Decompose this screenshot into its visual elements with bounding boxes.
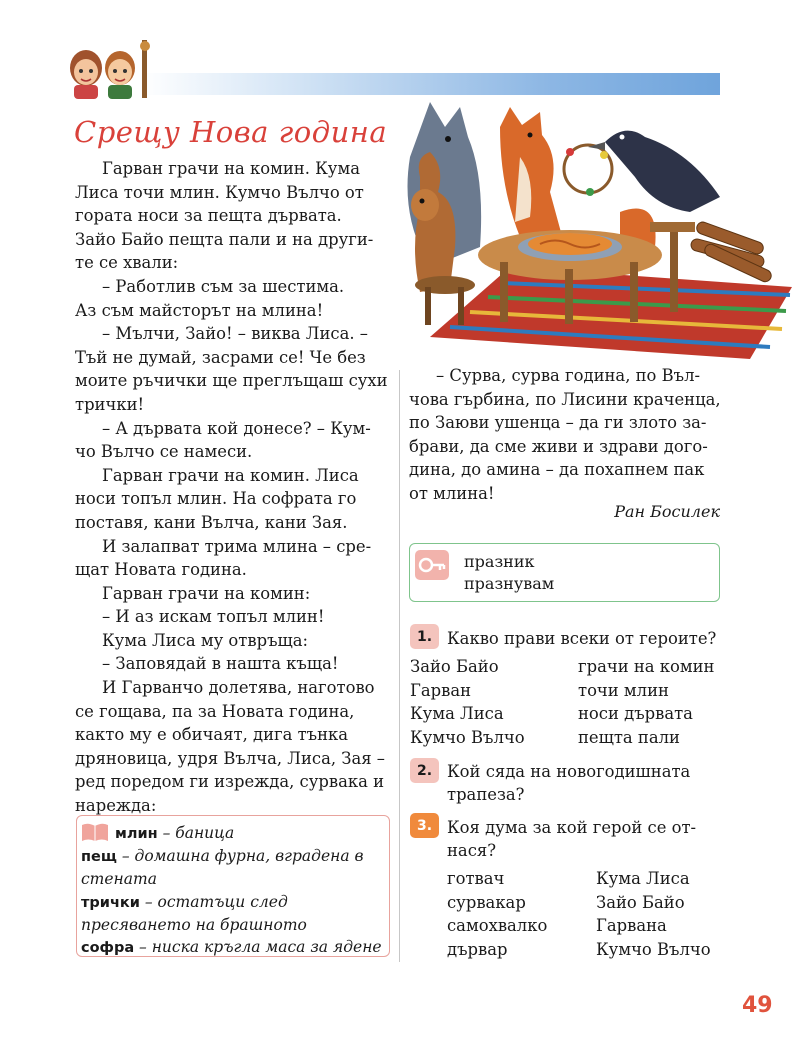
glossary-term: млин (115, 826, 158, 842)
q1-actions (578, 655, 714, 749)
story-line: брави, да сме живи и здрави дого- (409, 436, 708, 456)
book-icon (81, 822, 109, 842)
question-text: Кой сяда на новогодишната (447, 762, 691, 781)
question-text: Какво прави всеки от героите? (447, 629, 717, 648)
story-line: Гарван грачи на комин. Лиса (102, 465, 359, 485)
glossary-definition: – ниска кръгла маса за ядене (134, 938, 382, 957)
page-number: 49 (742, 993, 773, 1018)
q3-words (447, 867, 547, 961)
glossary-box (76, 815, 390, 957)
story-line: Гарван грачи на комин: (102, 583, 311, 603)
children-mascot-icon (64, 38, 156, 100)
glossary-term: софра (81, 940, 135, 957)
glossary-definition: – домашна фурна, вградена в (116, 847, 364, 866)
story-line: – Мълчи, Зайо! – виква Лиса. – (102, 324, 368, 344)
glossary-item (81, 822, 385, 845)
question-text: трапеза? (447, 785, 525, 804)
story-line: дина, до амина – да похапнем пак (409, 460, 705, 480)
animals-at-table-illustration (390, 97, 792, 365)
question-text: нася? (447, 841, 497, 860)
pair-right-item: Гарвана (596, 916, 667, 935)
story-line: Гарван грачи на комин. Кума (102, 159, 360, 178)
pair-right-item: Кума Лиса (596, 869, 690, 888)
glossary-definition: – остатъци след (139, 892, 288, 911)
story-line: както му е обичаят, дига тънка (75, 725, 349, 745)
story-line: носи топъл млин. На софрата го (75, 489, 357, 509)
column-divider (399, 370, 400, 962)
story-line: се гощава, па за Новата година, (75, 701, 355, 721)
glossary-definition: стената (81, 870, 157, 889)
q3-characters (596, 867, 711, 961)
story-line: Лиса точи млин. Кумчо Вълчо от (75, 182, 364, 202)
story-line: Кума Лиса му отвръща: (102, 630, 309, 650)
story-line: нарежда: (75, 796, 157, 816)
story-line: – И аз искам топъл млин! (102, 607, 325, 627)
pair-right-item: носи дървата (578, 704, 693, 723)
author-name: Ран Босилек (614, 502, 720, 521)
pair-right-item: точи млин (578, 680, 669, 700)
story-line: по Заюви ушенца – да ги злото за- (409, 413, 707, 433)
story-left-column (75, 157, 390, 818)
glossary-item (81, 845, 385, 868)
pair-right-item: Кумчо Вълчо (596, 939, 711, 959)
story-line: гората носи за пещта дървата. (75, 206, 342, 226)
story-line: моите ръчички ще преглъщаш сухи (75, 371, 388, 391)
story-line: – Сурва, сурва година, по Въл- (436, 366, 701, 385)
pair-left-item: Кумчо Вълчо (410, 727, 525, 747)
story-right-column (409, 364, 719, 506)
pair-left-item: сурвакар (447, 892, 526, 912)
pair-left-item: Гарван (410, 680, 472, 700)
story-line: чо Вълчо се намеси. (75, 442, 253, 462)
story-line: И Гарванчо долетява, наготово (102, 678, 375, 698)
new-words-list (464, 551, 554, 595)
glossary-item (81, 891, 385, 914)
glossary-term: пещ (81, 849, 117, 866)
pair-left-item: готвач (447, 869, 505, 888)
story-line: ред поредом ги изрежда, сурвака и (75, 772, 385, 792)
glossary-item (81, 936, 385, 959)
question-text: Коя дума за кой герой се от- (447, 818, 697, 837)
glossary-term: трички (81, 894, 140, 911)
question-number-badge: 2. (410, 758, 439, 783)
story-line: трички! (75, 394, 145, 414)
story-line: И залапват трима млина – сре- (102, 536, 372, 556)
pair-left-item: Зайо Байо (410, 657, 499, 676)
story-line: – Работлив съм за шестима. (102, 276, 345, 296)
glossary-item (81, 914, 385, 936)
question-number-badge: 3. (410, 813, 439, 838)
story-line: Зайо Байо пещта пали и на други- (75, 229, 374, 249)
pair-right-item: пещта пали (578, 727, 680, 747)
story-line: – А дървата кой донесе? – Кум- (102, 418, 371, 438)
glossary-item (81, 868, 385, 890)
story-line: щат Новата година. (75, 560, 247, 580)
pair-right-item: Зайо Байо (596, 892, 685, 912)
pair-right-item: грачи на комин (578, 657, 715, 676)
pair-left-item: дървар (447, 939, 508, 959)
question-number-badge: 1. (410, 624, 439, 649)
key-icon (415, 550, 449, 580)
story-line: поставя, кани Вълча, кани Зая. (75, 512, 348, 532)
header-bar (140, 73, 720, 95)
story-line: дряновица, удря Вълча, Лиса, Зая – (75, 748, 385, 768)
story-line: чова гърбина, по Лисини краченца, (409, 389, 721, 409)
new-words-box (409, 543, 720, 602)
story-line: те се хвали: (75, 253, 179, 273)
new-word: празник (464, 552, 535, 571)
q1-characters (410, 655, 525, 749)
story-line: – Заповядай в нашта къща! (102, 654, 339, 674)
story-line: Тъй не думай, засрами се! Че без (75, 347, 366, 367)
pair-left-item: самохвалко (447, 916, 548, 935)
pair-left-item: Кума Лиса (410, 704, 504, 723)
page-title: Срещу Нова година (74, 115, 388, 149)
glossary-definition: пресяването на брашното (81, 915, 307, 934)
new-word: празнувам (464, 574, 555, 593)
glossary-definition: – баница (157, 824, 235, 842)
story-line: Аз съм майсторът на млина! (75, 300, 324, 320)
story-line: от млина! (409, 483, 495, 503)
